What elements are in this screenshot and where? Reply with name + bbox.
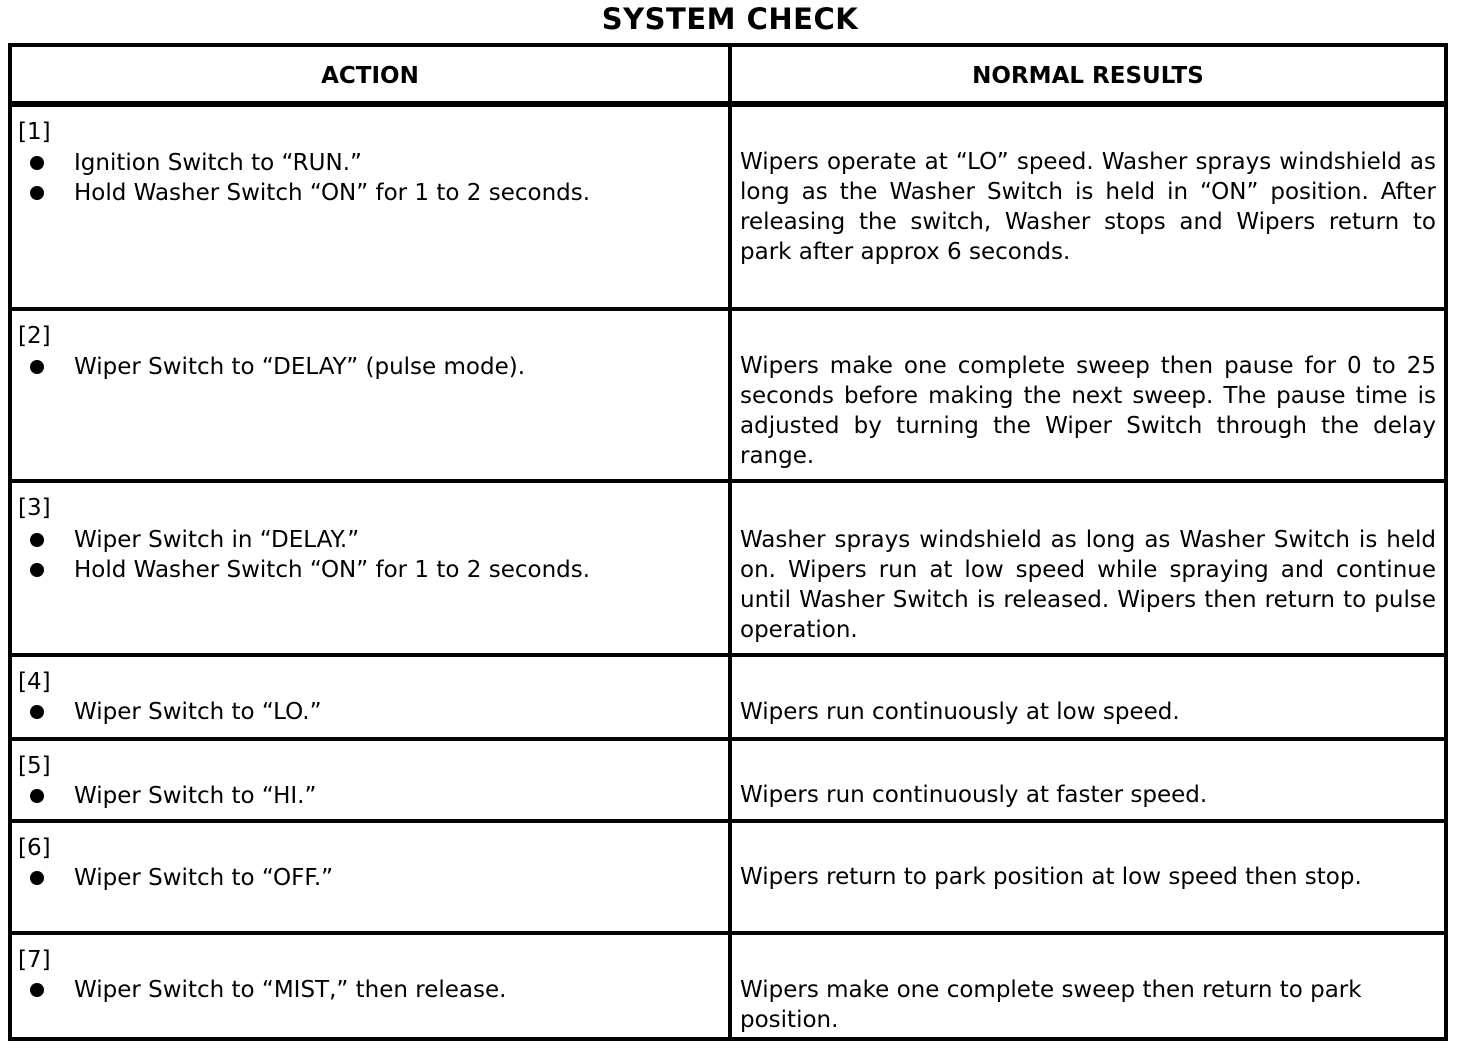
table-row: [5] Wiper Switch to “HI.” (18, 753, 317, 809)
column-header-results: NORMAL RESULTS (972, 63, 1204, 89)
result-cell: Wipers run continuously at faster speed. (740, 782, 1208, 808)
result-cell: Wipers make one complete sweep then return to park position. (740, 977, 1362, 1033)
result-cell: Wipers run continuously at low speed. (740, 699, 1180, 725)
table-row: [4] Wiper Switch to “LO.” (18, 669, 322, 725)
bullet-icon (30, 533, 44, 547)
bullet-icon (30, 563, 44, 577)
step-number: [1] (18, 119, 51, 145)
table-row: [1] Ignition Switch to “RUN.” Hold Washer Switch “ON” for 1 to 2 seconds. (18, 119, 591, 206)
bullet-icon (30, 705, 44, 719)
page-title: SYSTEM CHECK (601, 2, 859, 36)
result-cell: Wipers return to park position at low speed then stop. (740, 864, 1362, 890)
step-number: [3] (18, 495, 51, 521)
bullet-icon (30, 789, 44, 803)
result-cell: Wipers operate at “LO” speed. Washer sprays windshield as long as the Washer Switch is held in “ON” position. After releasing the switch, Washer stops and Wipers return to park after approx 6 seconds. (740, 149, 1436, 265)
bullet-icon (30, 360, 44, 374)
step-number: [2] (18, 323, 51, 349)
bullet-icon (30, 186, 44, 200)
system-check-table (8, 43, 1448, 1041)
table-row: [2] Wiper Switch to “DELAY” (pulse mode). (18, 323, 526, 380)
table-row: [7] Wiper Switch to “MIST,” then release. (18, 947, 507, 1003)
table-row: [3] Wiper Switch in “DELAY.” Hold Washer Switch “ON” for 1 to 2 seconds. (18, 495, 591, 583)
bullet-icon (30, 983, 44, 997)
result-cell: Wipers make one complete sweep then pause for 0 to 25 seconds before making the next sweep. The pause time is adjusted by turning the Wiper Switch through the delay range. (740, 353, 1436, 469)
column-divider (728, 47, 732, 1037)
step-number: [7] (18, 947, 51, 973)
step-number: [4] (18, 669, 51, 695)
table-row: [6] Wiper Switch to “OFF.” (18, 835, 334, 891)
bullet-icon (30, 156, 44, 170)
step-number: [6] (18, 835, 51, 861)
result-cell: Washer sprays windshield as long as Washer Switch is held on. Wipers run at low speed while spraying and continue until Washer Switch is released. Wipers then return to pulse operation. (740, 527, 1436, 643)
bullet-icon (30, 871, 44, 885)
step-number: [5] (18, 753, 51, 779)
column-header-action: ACTION (321, 63, 419, 89)
